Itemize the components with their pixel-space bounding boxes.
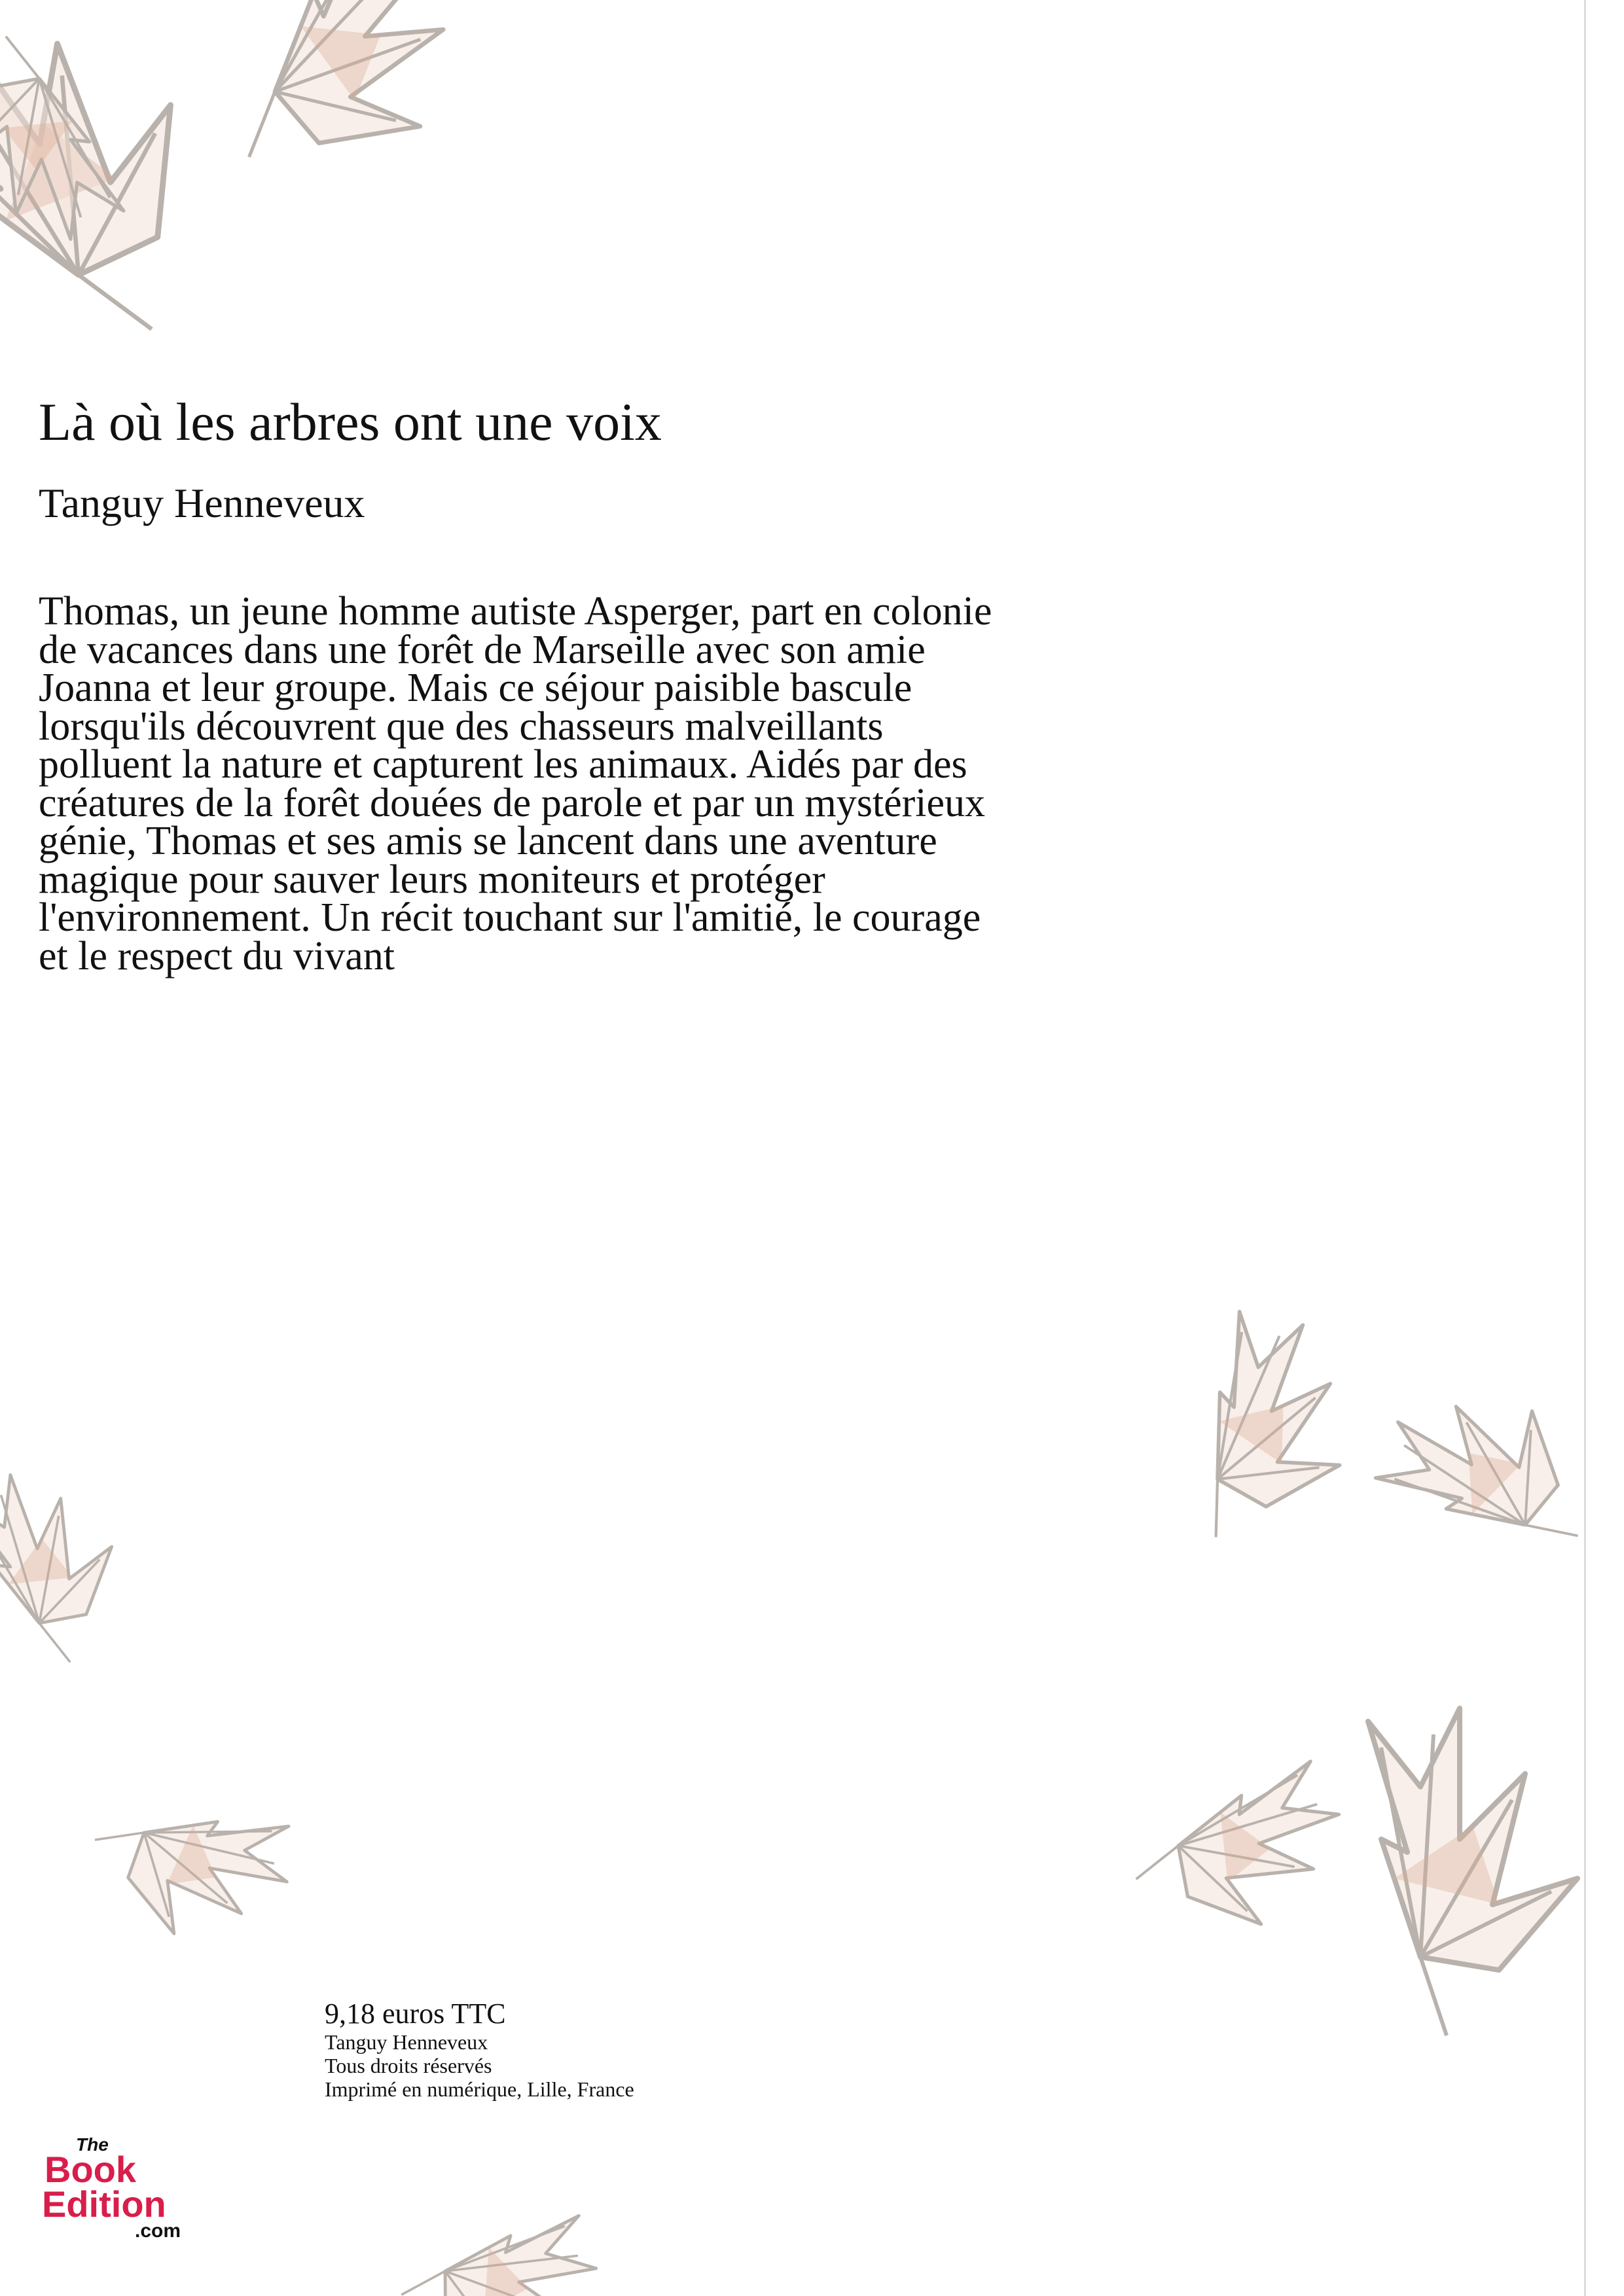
imprint-block [325, 1998, 634, 2101]
logo-edition: Edition [42, 2183, 166, 2225]
logo-com: .com [135, 2220, 181, 2240]
summary-line: polluent la nature et capturent les animaux. Aidés par des [39, 742, 967, 787]
right-leaves [1119, 1303, 1621, 2036]
imprint-author: Tanguy Henneveux [325, 2030, 488, 2054]
top-left-leaves [0, 0, 513, 379]
bottom-leaves [393, 2214, 609, 2296]
summary-line: et le respect du vivant [39, 933, 395, 978]
imprint-rights: Tous droits réservés [325, 2054, 492, 2077]
book-author: Tanguy Henneveux [39, 480, 365, 526]
summary-line: Joanna et leur groupe. Mais ce séjour paisible bascule [39, 666, 912, 710]
summary-line: créatures de la forêt douées de parole et par un mystérieux [39, 780, 986, 825]
left-leaves [0, 1450, 297, 1951]
imprint-printed: Imprimé en numérique, Lille, France [325, 2077, 634, 2101]
book-summary [39, 589, 1217, 978]
thebookedition-logo [39, 2128, 196, 2240]
summary-line: lorsqu'ils découvrent que des chasseurs malveillants [39, 704, 884, 749]
logo-book: Book [45, 2149, 136, 2190]
summary-line: magique pour sauver leurs moniteurs et protéger [39, 857, 825, 902]
summary-line: génie, Thomas et ses amis se lancent dans une aventure [39, 819, 937, 863]
summary-line: l'environnement. Un récit touchant sur l'amitié, le courage [39, 895, 981, 940]
price: 9,18 euros TTC [325, 1998, 506, 2030]
book-title: Là où les arbres ont une voix [39, 392, 662, 452]
summary-line: Thomas, un jeune homme autiste Asperger, part en colonie [39, 589, 992, 634]
logo-the: The [76, 2134, 109, 2155]
summary-line: de vacances dans une forêt de Marseille avec son amie [39, 627, 926, 672]
